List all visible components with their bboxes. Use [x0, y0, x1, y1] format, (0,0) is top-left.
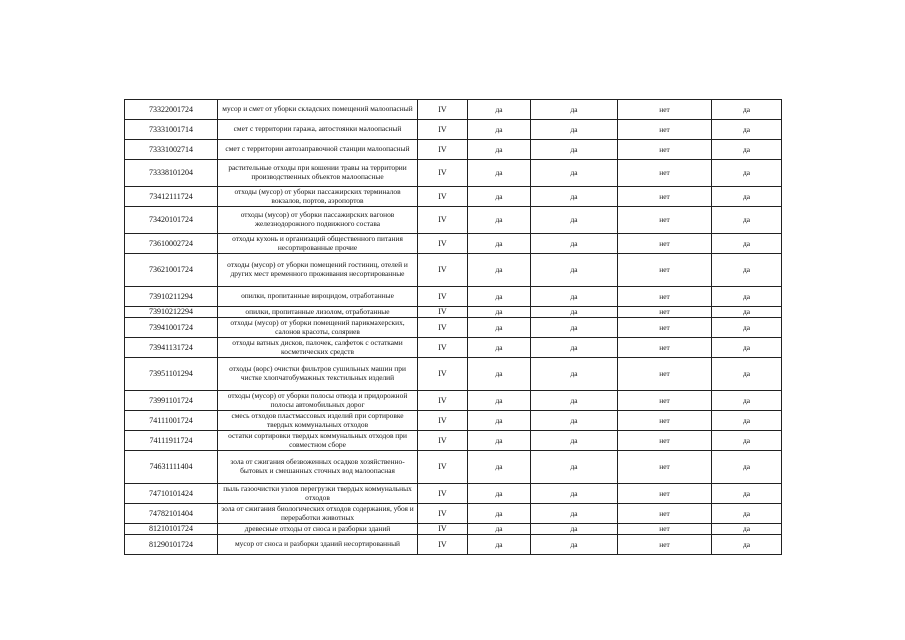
col4-value-cell: да: [712, 484, 782, 504]
waste-code-cell: 74111911724: [125, 431, 218, 451]
col1-value-cell: да: [468, 160, 531, 187]
waste-code-cell: 74631111404: [125, 451, 218, 484]
table-row: [125, 524, 782, 535]
table-row: [125, 254, 782, 287]
waste-code-cell: 73331002714: [125, 140, 218, 160]
waste-name-cell: отходы кухонь и организаций общественного питания несортированные прочие: [218, 234, 418, 254]
col3-value-cell: нет: [618, 524, 712, 535]
col2-value-cell: да: [531, 254, 618, 287]
col4-value-cell: да: [712, 307, 782, 318]
col3-value-cell: нет: [618, 140, 712, 160]
waste-code-cell: 73621001724: [125, 254, 218, 287]
col2-value-cell: да: [531, 524, 618, 535]
waste-name-cell: смет с территории гаража, автостоянки малоопасный: [218, 120, 418, 140]
waste-name-cell: зола от сжигания обезвоженных осадков хозяйственно-бытовых и смешанных сточных вод малоопасная: [218, 451, 418, 484]
col4-value-cell: да: [712, 411, 782, 431]
hazard-class-cell: IV: [418, 391, 468, 411]
table-row: [125, 207, 782, 234]
table-row: [125, 504, 782, 524]
col2-value-cell: да: [531, 287, 618, 307]
waste-code-cell: 73322001724: [125, 100, 218, 120]
waste-name-cell: отходы (мусор) от уборки полосы отвода и придорожной полосы автомобильных дорог: [218, 391, 418, 411]
waste-code-cell: 73420101724: [125, 207, 218, 234]
waste-name-cell: отходы (мусор) от уборки пассажирских терминалов вокзалов, портов, аэропортов: [218, 187, 418, 207]
col2-value-cell: да: [531, 187, 618, 207]
col4-value-cell: да: [712, 524, 782, 535]
hazard-class-cell: IV: [418, 100, 468, 120]
col1-value-cell: да: [468, 234, 531, 254]
col4-value-cell: да: [712, 100, 782, 120]
hazard-class-cell: IV: [418, 431, 468, 451]
col2-value-cell: да: [531, 160, 618, 187]
col4-value-cell: да: [712, 140, 782, 160]
col1-value-cell: да: [468, 207, 531, 234]
col3-value-cell: нет: [618, 484, 712, 504]
waste-code-cell: 73941131724: [125, 338, 218, 358]
col2-value-cell: да: [531, 307, 618, 318]
col2-value-cell: да: [531, 140, 618, 160]
hazard-class-cell: IV: [418, 160, 468, 187]
waste-name-cell: опилки, пропитанные вироцидом, отработанные: [218, 287, 418, 307]
waste-code-cell: 74782101404: [125, 504, 218, 524]
col1-value-cell: да: [468, 140, 531, 160]
col4-value-cell: да: [712, 391, 782, 411]
table-row: [125, 411, 782, 431]
col3-value-cell: нет: [618, 431, 712, 451]
col1-value-cell: да: [468, 391, 531, 411]
table-row: [125, 187, 782, 207]
col4-value-cell: да: [712, 187, 782, 207]
hazard-class-cell: IV: [418, 535, 468, 555]
hazard-class-cell: IV: [418, 187, 468, 207]
col1-value-cell: да: [468, 535, 531, 555]
col2-value-cell: да: [531, 207, 618, 234]
waste-name-cell: отходы (мусор) от уборки пассажирских вагонов железнодорожного подвижного состава: [218, 207, 418, 234]
hazard-class-cell: IV: [418, 338, 468, 358]
waste-table: [124, 99, 782, 555]
col3-value-cell: нет: [618, 504, 712, 524]
table-row: [125, 140, 782, 160]
col2-value-cell: да: [531, 451, 618, 484]
waste-name-cell: отходы (ворс) очистки фильтров сушильных машин при чистке хлопчатобумажных текстильных изделий: [218, 358, 418, 391]
col3-value-cell: нет: [618, 254, 712, 287]
waste-code-cell: 73338101204: [125, 160, 218, 187]
waste-code-cell: 73951101294: [125, 358, 218, 391]
col2-value-cell: да: [531, 411, 618, 431]
col4-value-cell: да: [712, 431, 782, 451]
col3-value-cell: нет: [618, 451, 712, 484]
col4-value-cell: да: [712, 234, 782, 254]
col3-value-cell: нет: [618, 187, 712, 207]
col1-value-cell: да: [468, 100, 531, 120]
waste-name-cell: отходы (мусор) от уборки помещений парикмахерских, салонов красоты, соляриев: [218, 318, 418, 338]
col3-value-cell: нет: [618, 234, 712, 254]
waste-name-cell: смет с территории автозаправочной станции малоопасный: [218, 140, 418, 160]
waste-code-cell: 74111001724: [125, 411, 218, 431]
col4-value-cell: да: [712, 207, 782, 234]
col1-value-cell: да: [468, 451, 531, 484]
waste-code-cell: 73610002724: [125, 234, 218, 254]
waste-name-cell: мусор от сноса и разборки зданий несортированный: [218, 535, 418, 555]
waste-name-cell: отходы ватных дисков, палочек, салфеток с остатками косметических средств: [218, 338, 418, 358]
table-row: [125, 160, 782, 187]
hazard-class-cell: IV: [418, 140, 468, 160]
col1-value-cell: да: [468, 411, 531, 431]
col1-value-cell: да: [468, 307, 531, 318]
table-row: [125, 318, 782, 338]
waste-code-cell: 73910211294: [125, 287, 218, 307]
hazard-class-cell: IV: [418, 504, 468, 524]
col4-value-cell: да: [712, 318, 782, 338]
col3-value-cell: нет: [618, 160, 712, 187]
hazard-class-cell: IV: [418, 358, 468, 391]
col4-value-cell: да: [712, 120, 782, 140]
col4-value-cell: да: [712, 160, 782, 187]
hazard-class-cell: IV: [418, 411, 468, 431]
hazard-class-cell: IV: [418, 484, 468, 504]
hazard-class-cell: IV: [418, 451, 468, 484]
waste-code-cell: 73412111724: [125, 187, 218, 207]
col3-value-cell: нет: [618, 535, 712, 555]
col2-value-cell: да: [531, 100, 618, 120]
waste-name-cell: зола от сжигания биологических отходов содержания, убоя и переработки животных: [218, 504, 418, 524]
col1-value-cell: да: [468, 358, 531, 391]
table-row: [125, 287, 782, 307]
col2-value-cell: да: [531, 484, 618, 504]
col4-value-cell: да: [712, 287, 782, 307]
col3-value-cell: нет: [618, 411, 712, 431]
col4-value-cell: да: [712, 254, 782, 287]
table-row: [125, 338, 782, 358]
waste-code-cell: 73941001724: [125, 318, 218, 338]
col3-value-cell: нет: [618, 287, 712, 307]
hazard-class-cell: IV: [418, 234, 468, 254]
col3-value-cell: нет: [618, 358, 712, 391]
col2-value-cell: да: [531, 504, 618, 524]
col1-value-cell: да: [468, 338, 531, 358]
waste-name-cell: пыль газоочистки узлов перегрузки твердых коммунальных отходов: [218, 484, 418, 504]
col3-value-cell: нет: [618, 207, 712, 234]
col1-value-cell: да: [468, 431, 531, 451]
hazard-class-cell: IV: [418, 120, 468, 140]
table-row: [125, 120, 782, 140]
col4-value-cell: да: [712, 358, 782, 391]
table-body: [125, 100, 782, 555]
table-row: [125, 431, 782, 451]
col2-value-cell: да: [531, 535, 618, 555]
col3-value-cell: нет: [618, 338, 712, 358]
col2-value-cell: да: [531, 358, 618, 391]
col1-value-cell: да: [468, 504, 531, 524]
waste-code-cell: 74710101424: [125, 484, 218, 504]
col3-value-cell: нет: [618, 100, 712, 120]
hazard-class-cell: IV: [418, 307, 468, 318]
col1-value-cell: да: [468, 524, 531, 535]
col2-value-cell: да: [531, 391, 618, 411]
table-row: [125, 535, 782, 555]
col3-value-cell: нет: [618, 120, 712, 140]
col3-value-cell: нет: [618, 318, 712, 338]
hazard-class-cell: IV: [418, 207, 468, 234]
col1-value-cell: да: [468, 484, 531, 504]
col2-value-cell: да: [531, 431, 618, 451]
hazard-class-cell: IV: [418, 254, 468, 287]
col1-value-cell: да: [468, 187, 531, 207]
table-row: [125, 307, 782, 318]
col1-value-cell: да: [468, 287, 531, 307]
col1-value-cell: да: [468, 254, 531, 287]
waste-code-cell: 73331001714: [125, 120, 218, 140]
waste-code-cell: 73991101724: [125, 391, 218, 411]
col3-value-cell: нет: [618, 391, 712, 411]
table-row: [125, 100, 782, 120]
table-row: [125, 451, 782, 484]
hazard-class-cell: IV: [418, 318, 468, 338]
col3-value-cell: нет: [618, 307, 712, 318]
waste-name-cell: отходы (мусор) от уборки помещений гостиниц, отелей и других мест временного проживания несортированные: [218, 254, 418, 287]
hazard-class-cell: IV: [418, 287, 468, 307]
waste-name-cell: древесные отходы от сноса и разборки зданий: [218, 524, 418, 535]
waste-name-cell: растительные отходы при кошении травы на территории производственных объектов малоопасные: [218, 160, 418, 187]
col2-value-cell: да: [531, 338, 618, 358]
waste-code-cell: 81210101724: [125, 524, 218, 535]
col2-value-cell: да: [531, 318, 618, 338]
table-row: [125, 358, 782, 391]
col4-value-cell: да: [712, 504, 782, 524]
col2-value-cell: да: [531, 234, 618, 254]
table-row: [125, 391, 782, 411]
col2-value-cell: да: [531, 120, 618, 140]
col1-value-cell: да: [468, 318, 531, 338]
waste-name-cell: мусор и смет от уборки складских помещений малоопасный: [218, 100, 418, 120]
col4-value-cell: да: [712, 451, 782, 484]
hazard-class-cell: IV: [418, 524, 468, 535]
table-row: [125, 484, 782, 504]
col1-value-cell: да: [468, 120, 531, 140]
waste-name-cell: опилки, пропитанные лизолом, отработанные: [218, 307, 418, 318]
col4-value-cell: да: [712, 535, 782, 555]
waste-name-cell: смесь отходов пластмассовых изделий при сортировке твердых коммунальных отходов: [218, 411, 418, 431]
table-row: [125, 234, 782, 254]
waste-code-cell: 73910212294: [125, 307, 218, 318]
col4-value-cell: да: [712, 338, 782, 358]
waste-name-cell: остатки сортировки твердых коммунальных отходов при совместном сборе: [218, 431, 418, 451]
waste-code-cell: 81290101724: [125, 535, 218, 555]
